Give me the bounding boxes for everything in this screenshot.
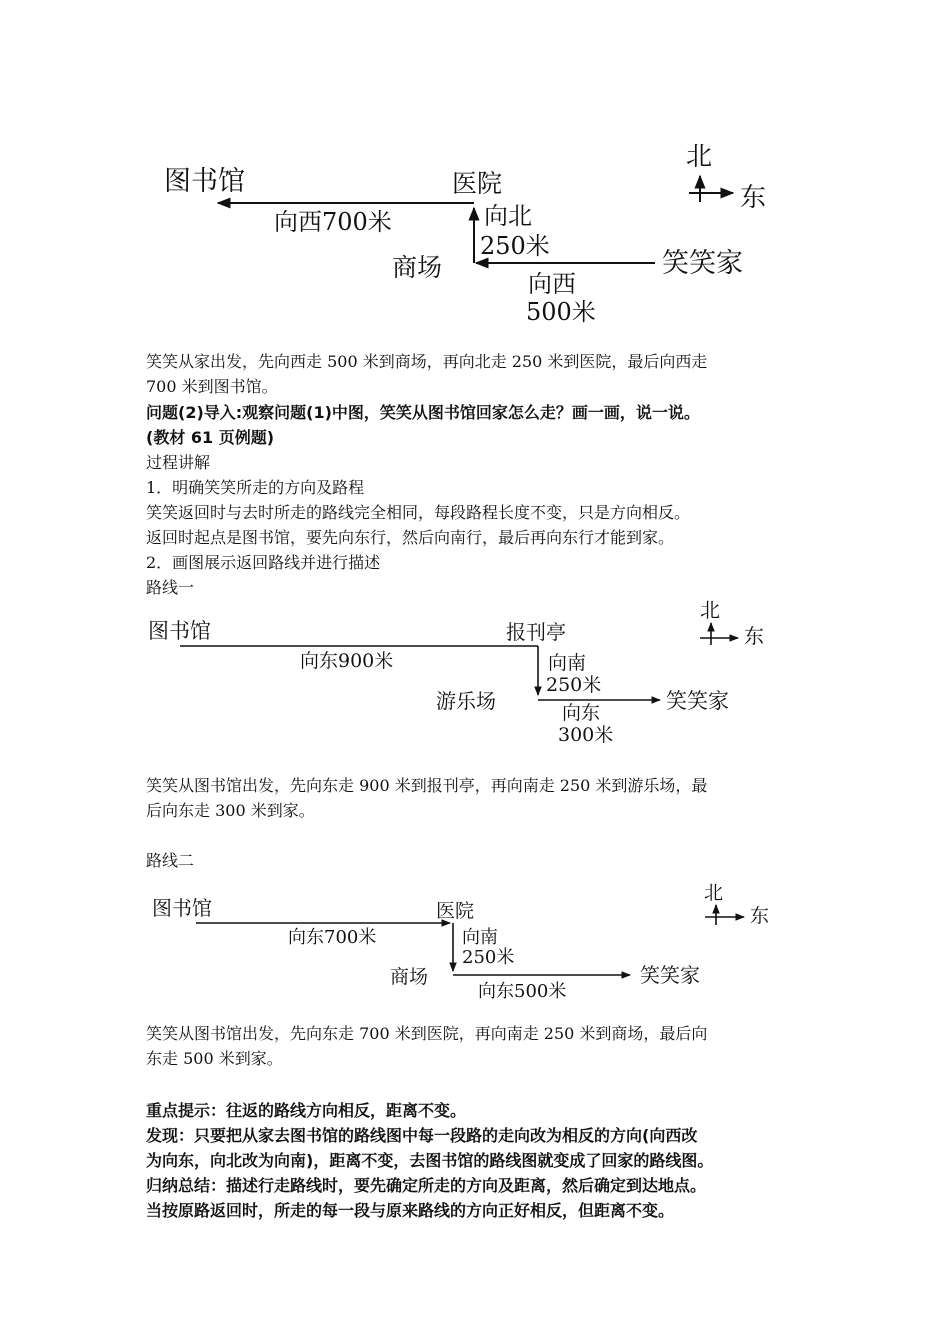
label-south: 向南 bbox=[462, 927, 498, 948]
route-diagram-outbound-svg bbox=[0, 130, 950, 330]
route2-line2: 东走 500 米到家。 bbox=[146, 1049, 283, 1068]
step1-title: 1．明确笑笑所走的方向及路程 bbox=[146, 478, 365, 497]
discovery-line2: 为向东，向北改为向南)，距离不变，去图书馆的路线图就变成了回家的路线图。 bbox=[146, 1151, 714, 1170]
label-kiosk: 报刊亭 bbox=[506, 620, 566, 644]
compass-east-label: 东 bbox=[744, 624, 764, 648]
label-north-250: 250米 bbox=[480, 232, 550, 260]
compass-north-label: 北 bbox=[704, 882, 724, 904]
label-west-700: 向西700米 bbox=[274, 208, 392, 236]
step2-title: 2．画图展示返回路线并进行描述 bbox=[146, 553, 381, 572]
route2-title: 路线二 bbox=[146, 851, 195, 870]
route-diagram-return-2 bbox=[0, 875, 950, 1010]
compass-east-label: 东 bbox=[750, 905, 770, 927]
compass-icon bbox=[705, 905, 744, 925]
label-park: 游乐场 bbox=[436, 689, 496, 713]
label-west: 向西 bbox=[528, 270, 576, 298]
route-diagram-return-1-svg bbox=[0, 595, 950, 750]
text1-line2: 700 米到图书馆。 bbox=[146, 377, 278, 396]
route1-line1: 笑笑从图书馆出发，先向东走 900 米到报刊亭，再向南走 250 米到游乐场，最 bbox=[146, 776, 708, 795]
label-home: 笑笑家 bbox=[666, 689, 729, 713]
label-west-500: 500米 bbox=[526, 298, 596, 326]
question-line1: 问题(2)导入:观察问题(1)中图，笑笑从图书馆回家怎么走？画一画，说一说。 bbox=[146, 403, 700, 422]
route1-line2: 后向东走 300 米到家。 bbox=[146, 801, 315, 820]
label-home: 笑笑家 bbox=[662, 248, 743, 279]
label-home: 笑笑家 bbox=[640, 963, 700, 987]
label-east-700: 向东700米 bbox=[288, 927, 377, 948]
compass-north-label: 北 bbox=[686, 142, 713, 172]
route-diagram-return-2-svg bbox=[0, 875, 950, 1010]
route2-line1: 笑笑从图书馆出发，先向东走 700 米到医院，再向南走 250 米到商场，最后向 bbox=[146, 1024, 708, 1043]
summary-line2: 当按原路返回时，所走的每一段与原来路线的方向正好相反，但距离不变。 bbox=[146, 1201, 675, 1220]
label-south-250: 250米 bbox=[462, 947, 515, 968]
step1-line1: 笑笑返回时与去时所走的路线完全相同，每段路程长度不变，只是方向相反。 bbox=[146, 503, 691, 522]
process-title: 过程讲解 bbox=[146, 453, 211, 472]
route1-title: 路线一 bbox=[146, 578, 195, 597]
step1-line2: 返回时起点是图书馆，要先向东行，然后向南行，最后再向东行才能到家。 bbox=[146, 528, 675, 547]
label-mall: 商场 bbox=[390, 966, 429, 988]
label-north: 向北 bbox=[484, 202, 532, 230]
label-library: 图书馆 bbox=[152, 896, 212, 920]
label-east-300: 300米 bbox=[558, 724, 614, 746]
label-east: 向东 bbox=[562, 702, 601, 724]
label-mall: 商场 bbox=[392, 253, 443, 282]
label-east-900: 向东900米 bbox=[300, 650, 394, 672]
route-diagram-outbound bbox=[0, 130, 950, 330]
label-hospital: 医院 bbox=[452, 169, 503, 198]
compass-icon bbox=[700, 623, 738, 645]
label-east-500: 向东500米 bbox=[478, 981, 567, 1002]
compass-icon bbox=[689, 176, 733, 202]
label-south: 向南 bbox=[548, 652, 587, 674]
discovery-line1: 发现：只要把从家去图书馆的路线图中每一段路的走向改为相反的方向(向西改 bbox=[146, 1126, 698, 1145]
question-line2: (教材 61 页例题) bbox=[146, 428, 275, 447]
compass-north-label: 北 bbox=[700, 598, 720, 622]
key-point: 重点提示：往返的路线方向相反，距离不变。 bbox=[146, 1101, 467, 1120]
text1-line1: 笑笑从家出发，先向西走 500 米到商场，再向北走 250 米到医院，最后向西走 bbox=[146, 352, 708, 371]
summary-line1: 归纳总结：描述行走路线时，要先确定所走的方向及距离，然后确定到达地点。 bbox=[146, 1176, 707, 1195]
label-hospital: 医院 bbox=[436, 900, 475, 922]
route-diagram-return-1 bbox=[0, 595, 950, 750]
label-south-250: 250米 bbox=[546, 674, 602, 696]
compass-east-label: 东 bbox=[740, 183, 767, 213]
label-library: 图书馆 bbox=[164, 166, 245, 197]
label-library: 图书馆 bbox=[148, 619, 211, 643]
